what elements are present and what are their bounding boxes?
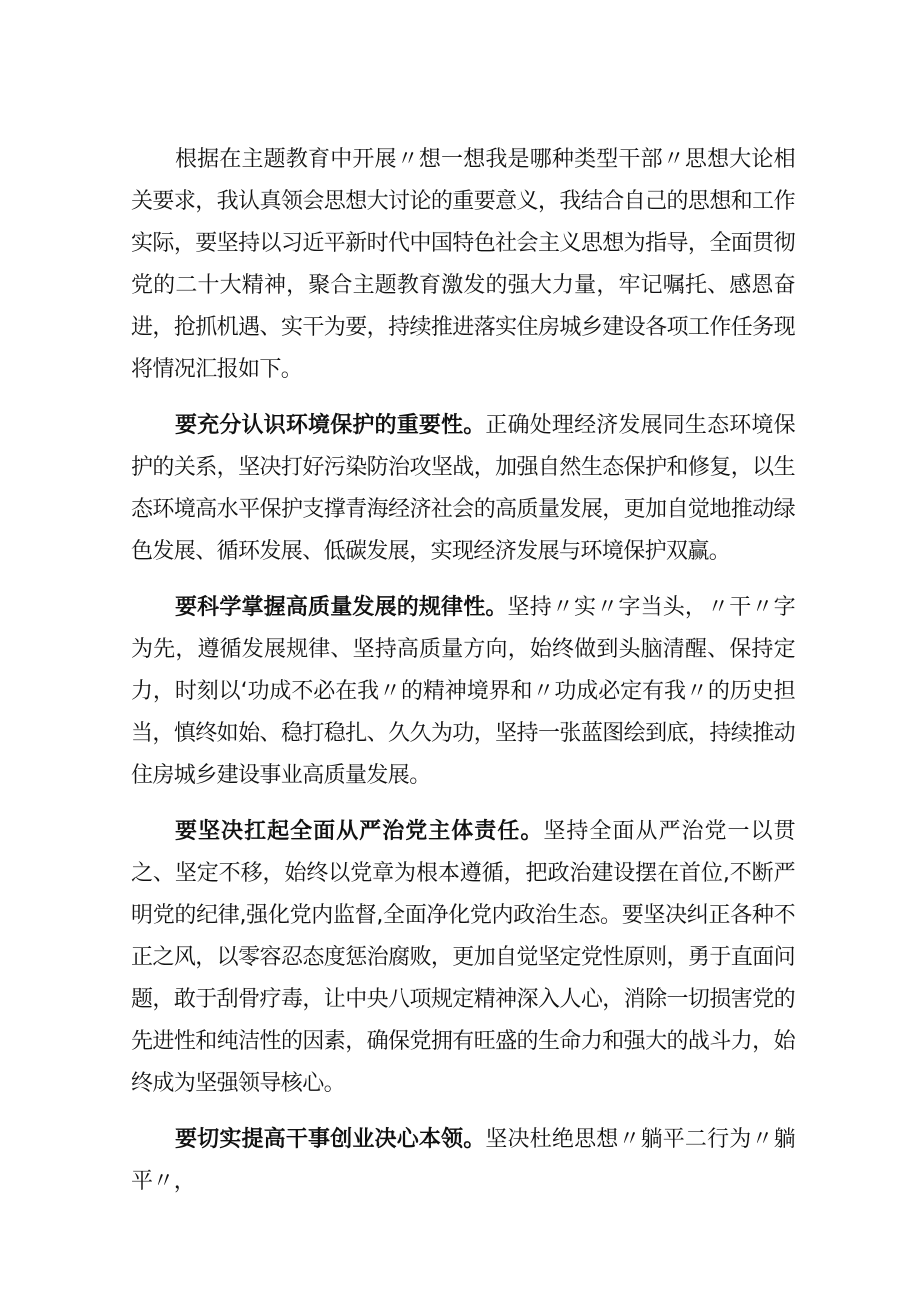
paragraph-heading: 要科学掌握高质量发展的规律性。 [175, 595, 508, 620]
paragraph-text: 坚决杜绝思想〃躺平二行为〃躺平〃， [131, 1127, 795, 1194]
paragraph-text: 坚持全面从严治党一以贯之、坚定不移，始终以党章为根本遵循，把政治建设摆在首位,不断严明党的纪律,强化党内监督,全面净化党内政治生态。要坚决纠正各种不正之风，以零容忍态度惩治腐败，更加自觉坚定党性原则，勇于直面问题，敢于刮骨疗毒，让中央八项规定精神深入人心，消除一切损害党的先进性和纯洁性的因素，确保党拥有旺盛的生命力和强大的战斗力，始终成为坚强领导核心。 [131, 819, 796, 1096]
paragraph-party-governance [131, 811, 795, 1105]
paragraph-text: 根据在主题教育中开展〃想一想我是哪种类型干部〃思想大论相关要求，我认真领会思想大讨论的重要意义，我结合自己的思想和工作实际，要坚持以习近平新时代中国特色社会主义思想为指导，全面贯彻党的二十大精神，聚合主题教育激发的强大力量，牢记嘱托、感恩奋进，抢抓机遇、实干为要，持续推进落实住房城乡建设各项工作任务现将情况汇报如下。 [131, 147, 795, 382]
paragraph-text: 坚持〃实〃字当头，〃干〃字为先，遵循发展规律、坚持高质量方向，始终做到头脑清醒、保持定力，时刻以‘功成不必在我〃的精神境界和〃功成必定有我〃的历史担当，慎终如始、稳打稳扎、久久为功，坚持一张蓝图绘到底，持续推动住房城乡建设事业高质量发展。 [131, 595, 795, 788]
document-body [131, 139, 795, 1203]
paragraph-heading: 要切实提高干事创业决心本领。 [175, 1127, 486, 1152]
paragraph-high-quality-development [131, 587, 795, 797]
paragraph-environment-protection [131, 405, 795, 573]
intro-paragraph [131, 139, 795, 391]
paragraph-heading: 要充分认识环境保护的重要性。 [175, 413, 486, 438]
paragraph-career-determination [131, 1119, 795, 1203]
paragraph-heading: 要坚决扛起全面从严治党主体责任。 [175, 819, 544, 844]
paragraph-text: 正确处理经济发展同生态环境保护的关系，坚决打好污染防治攻坚战，加强自然生态保护和修复，以生态环境高水平保护支撑青海经济社会的高质量发展，更加自觉地推动绿色发展、循环发展、低碳发展，实现经济发展与环境保护双赢。 [131, 413, 795, 564]
